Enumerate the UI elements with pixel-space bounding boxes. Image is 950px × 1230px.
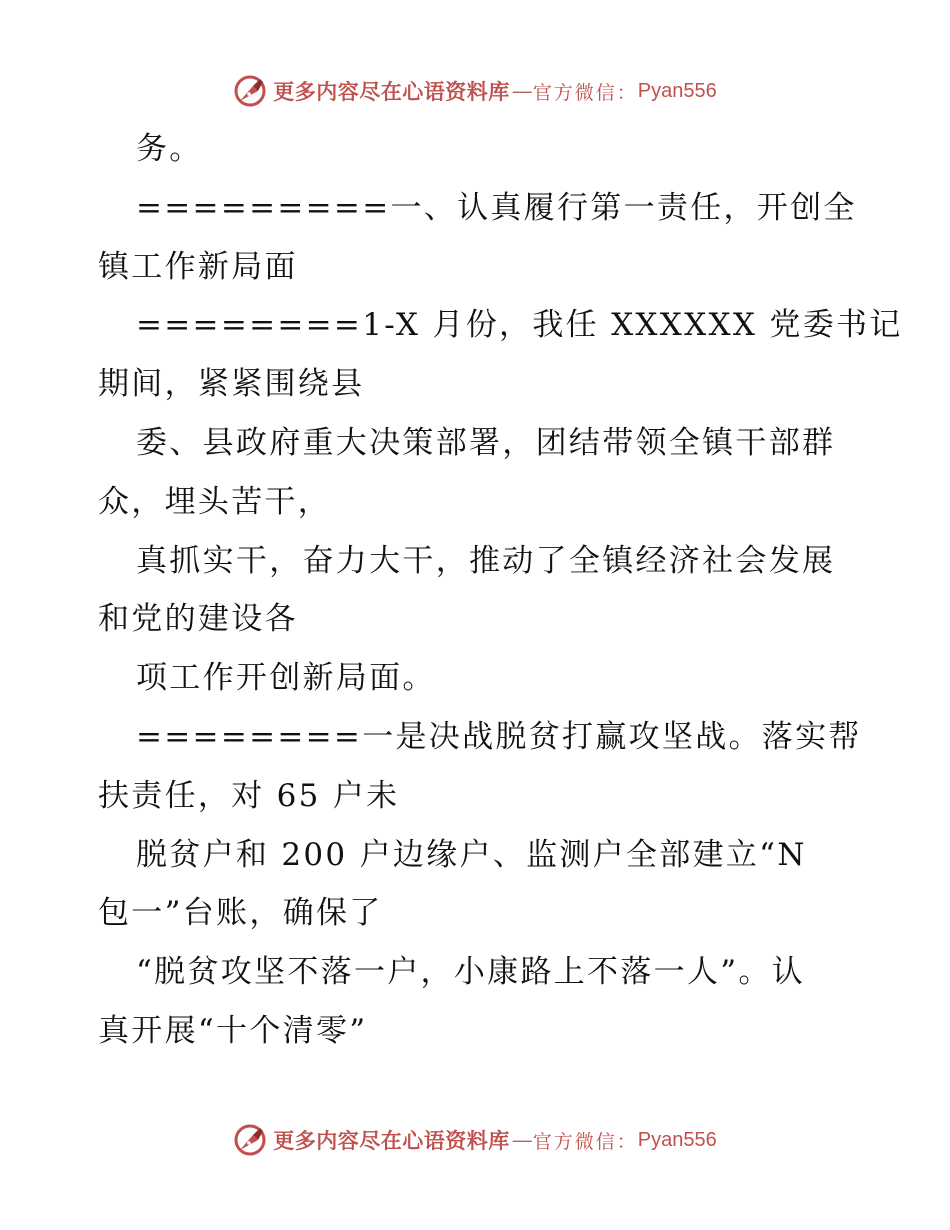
paragraph-line: 众，埋头苦干， [98, 483, 332, 520]
paragraph-line: 真开展“十个清零” [98, 1012, 368, 1049]
paragraph-line: 期间，紧紧围绕县 [98, 366, 365, 403]
watermark-contact-label: 官方微信： [532, 1130, 638, 1153]
watermark-site-text: 更多内容尽在心语资料库 [273, 79, 510, 104]
paragraph-line: 和党的建设各 [98, 601, 298, 638]
watermark-contact-label: 官方微信： [532, 81, 638, 104]
header-watermark [0, 71, 950, 111]
paragraph-line: 脱贫户和 200 户边缘户、监测户全部建立“N [136, 836, 807, 873]
paragraph-line: “脱贫攻坚不落一户，小康路上不落一人”。认 [136, 954, 805, 991]
pen-nib-logo-icon [233, 74, 267, 108]
footer-watermark [0, 1120, 950, 1160]
paragraph-line: 委、县政府重大决策部署，团结带领全镇干部群 [136, 424, 836, 461]
paragraph-line: 扶责任，对 65 户未 [98, 777, 400, 814]
paragraph-line: 项工作开创新局面。 [136, 660, 436, 697]
paragraph-line: 真抓实干，奋力大干，推动了全镇经济社会发展 [136, 542, 836, 579]
watermark-separator: — [511, 79, 533, 103]
watermark-handle: Pyan556 [637, 79, 717, 102]
watermark-handle: Pyan556 [637, 1128, 717, 1151]
watermark-separator: — [511, 1128, 533, 1152]
document-body [98, 120, 903, 1061]
pen-nib-logo-icon [233, 1123, 267, 1157]
paragraph-line: ========1-X 月份，我任 XXXXXX 党委书记 [136, 307, 903, 344]
paragraph-line: ========一是决战脱贫打赢攻坚战。落实帮 [136, 718, 862, 755]
watermark-site-text: 更多内容尽在心语资料库 [273, 1128, 510, 1153]
paragraph-line: 包一”台账，确保了 [98, 895, 383, 932]
paragraph-line: =========一、认真履行第一责任，开创全 [136, 189, 857, 226]
paragraph-line: 镇工作新局面 [98, 248, 298, 285]
paragraph-line: 务。 [136, 131, 203, 167]
